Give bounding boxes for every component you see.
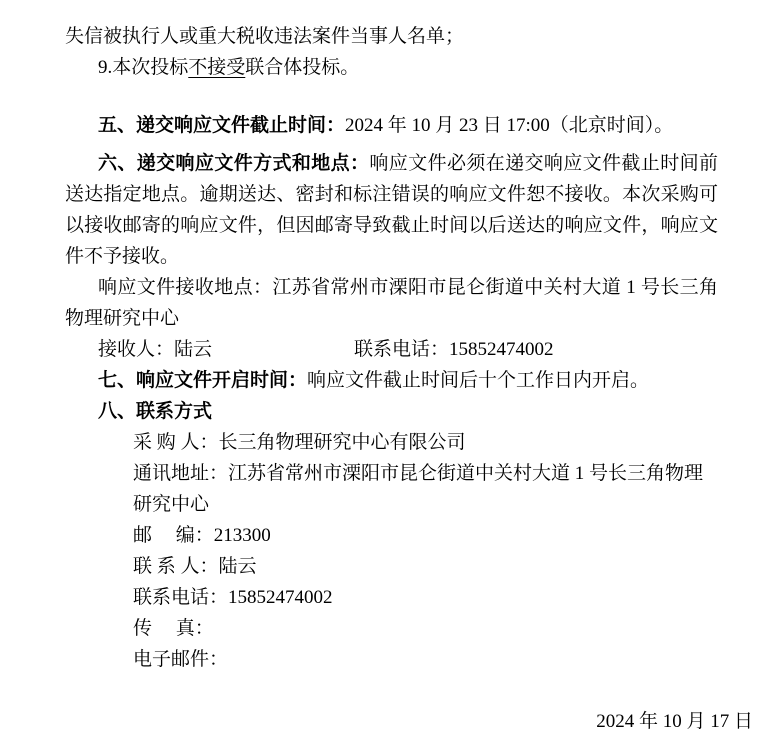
section-5-body: 2024 年 10 月 23 日 17:00（北京时间）。	[345, 115, 674, 136]
section-6-delivery	[65, 148, 718, 272]
receive-location-line	[65, 272, 718, 334]
contact-value: 陆云	[218, 556, 257, 577]
contact-row-purchaser	[133, 427, 718, 458]
item9-suffix: 联合体投标。	[245, 57, 360, 78]
contact-row-postcode	[133, 520, 718, 551]
receiver-line	[65, 334, 718, 365]
contact-label: 电子邮件：	[133, 649, 229, 670]
section-5-heading: 五、递交响应文件截止时间：	[98, 115, 346, 136]
item9-prefix: 9.本次投标	[98, 57, 189, 78]
contact-value: 长三角物理研究中心有限公司	[218, 432, 466, 453]
section-8-heading: 八、联系方式	[98, 401, 213, 422]
section-7-heading: 七、响应文件开启时间：	[98, 370, 308, 391]
section-7-body: 响应文件截止时间后十个工作日内开启。	[307, 370, 650, 391]
document-date-text: 2024 年 10 月 17 日	[596, 711, 753, 732]
section-5-deadline	[65, 110, 718, 141]
receiver-text: 接收人：陆云	[98, 339, 213, 360]
contact-label: 联系电话：	[133, 587, 229, 608]
section-7-opening	[65, 365, 718, 396]
section-6-body: 响应文件必须在递交响应文件截止时间前送达指定地点。逾期送达、密封和标注错误的响应文件恕不接收。本次采购可以接收邮寄的响应文件，但因邮寄导致截止时间以后送达的响应文件，响应文件不予接收。	[65, 153, 718, 267]
contact-label: 采 购 人：	[133, 432, 219, 453]
contact-row-email	[133, 644, 718, 675]
item9-underlined-text: 不接受	[188, 57, 246, 78]
contact-row-fax	[133, 613, 718, 644]
contact-row-person	[133, 551, 718, 582]
blacklist-tail-text: 失信被执行人或重大税收违法案件当事人名单；	[65, 26, 465, 47]
contact-row-address	[133, 458, 718, 520]
contact-row-phone	[133, 582, 718, 613]
paragraph-item9	[65, 52, 718, 83]
receiver-phone-text: 联系电话：15852474002	[354, 339, 554, 360]
contact-block	[65, 427, 718, 675]
contact-label: 邮 编：	[133, 525, 214, 546]
receive-location-text: 响应文件接收地点：江苏省常州市溧阳市昆仑街道中关村大道 1 号长三角物理研究中心	[65, 277, 718, 329]
document-date	[65, 706, 753, 737]
contact-value: 江苏省常州市溧阳市昆仑街道中关村大道 1 号长三角物理研究中心	[133, 463, 704, 515]
contact-label: 传 真：	[133, 618, 214, 639]
section-6-heading: 六、递交响应文件方式和地点：	[98, 153, 370, 174]
section-8-contact	[65, 396, 718, 427]
contact-label: 通讯地址：	[133, 463, 229, 484]
contact-value: 15852474002	[228, 587, 333, 608]
contact-label: 联 系 人：	[133, 556, 219, 577]
contact-value: 213300	[213, 525, 271, 546]
paragraph-blacklist-tail	[65, 21, 718, 52]
